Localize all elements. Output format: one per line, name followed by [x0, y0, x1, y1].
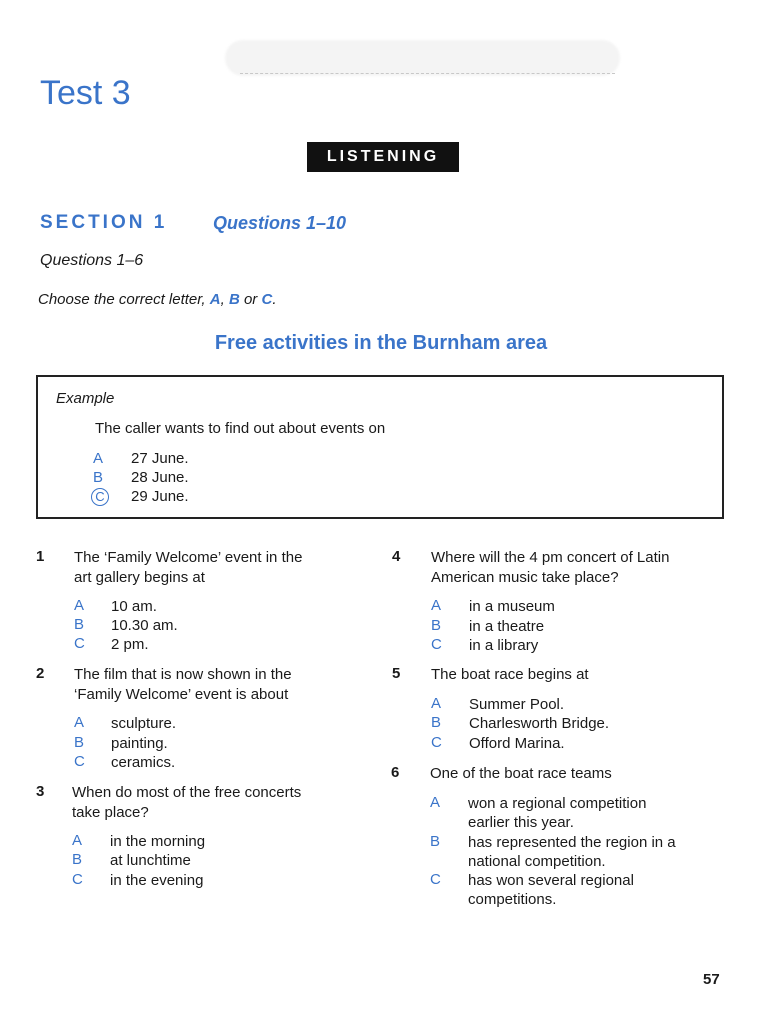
- question-number: 1: [36, 548, 45, 565]
- option-text: [468, 871, 634, 909]
- option-letter: C: [430, 871, 441, 888]
- option-text-line: won a regional competition: [468, 795, 647, 812]
- question-stem: [430, 764, 612, 784]
- option-letter: B: [74, 734, 85, 751]
- option-letter: A: [72, 832, 83, 849]
- activities-heading: Free activities in the Burnham area: [214, 332, 548, 354]
- option-letter: C: [431, 636, 442, 653]
- option-text: 2 pm.: [111, 636, 149, 653]
- option-text-line: earlier this year.: [468, 814, 574, 831]
- option-letter: B: [431, 617, 442, 634]
- erased-header-line: [240, 73, 615, 74]
- option-text: 10 am.: [111, 598, 157, 615]
- example-label: Example: [56, 390, 115, 407]
- question-stem: [72, 783, 301, 822]
- erased-header-area: [225, 40, 620, 76]
- instruction-end: .: [272, 291, 277, 308]
- instruction-text: Choose the correct letter,: [38, 291, 210, 308]
- option-text-line: has won several regional: [468, 872, 634, 889]
- page-number: 57: [703, 971, 720, 988]
- option-text-line: has represented the region in a: [468, 834, 676, 851]
- instruction: [38, 291, 277, 308]
- question-stem-line: American music take place?: [431, 568, 619, 586]
- question-number: 3: [36, 783, 45, 800]
- question-stem: [74, 548, 302, 587]
- instruction-letter-c: C: [261, 291, 273, 308]
- option-text: at lunchtime: [110, 852, 191, 869]
- option-letter: A: [74, 597, 85, 614]
- question-stem-line: The ‘Family Welcome’ event in the: [74, 549, 303, 566]
- option-letter: B: [74, 616, 85, 633]
- option-text: sculpture.: [111, 715, 177, 732]
- option-text: [468, 794, 646, 832]
- option-letter: B: [72, 851, 83, 868]
- question-stem: [431, 548, 669, 587]
- instruction-sep2: or: [239, 291, 262, 308]
- option-letter: A: [431, 695, 442, 712]
- option-text: painting.: [111, 735, 168, 752]
- instruction-sep1: ,: [220, 291, 229, 308]
- option-letter: C: [74, 753, 85, 770]
- option-text: 10.30 am.: [111, 617, 178, 634]
- option-text: Offord Marina.: [469, 735, 565, 752]
- option-text: in a museum: [469, 598, 555, 615]
- instruction-letter-b: B: [228, 291, 240, 308]
- questions-range: Questions 1–6: [40, 252, 144, 269]
- option-text: ceramics.: [111, 754, 176, 771]
- question-stem: [74, 665, 292, 704]
- question-number: 4: [392, 548, 401, 565]
- option-letter: C: [431, 734, 442, 751]
- example-option-text: 27 June.: [131, 450, 189, 467]
- question-stem-line: One of the boat race teams: [430, 765, 612, 782]
- question-stem-line: The film that is now shown in the: [74, 666, 292, 683]
- option-letter: B: [431, 714, 442, 731]
- example-option-text: 28 June.: [131, 469, 189, 486]
- test-title: Test 3: [40, 74, 131, 112]
- example-option-letter: B: [93, 469, 104, 486]
- option-text-line: competitions.: [468, 891, 557, 908]
- question-stem-line: ‘Family Welcome’ event is about: [74, 685, 289, 703]
- option-text: Summer Pool.: [469, 696, 565, 713]
- question-stem-line: take place?: [72, 803, 149, 821]
- section-label: SECTION 1: [40, 212, 168, 233]
- question-number: 5: [392, 665, 401, 682]
- instruction-letter-a: A: [209, 291, 221, 308]
- option-text-line: national competition.: [468, 853, 606, 870]
- question-number: 6: [391, 764, 400, 781]
- option-text: in a theatre: [469, 618, 545, 635]
- listening-badge: LISTENING: [307, 142, 459, 172]
- question-number: 2: [36, 665, 45, 682]
- option-letter: A: [430, 794, 441, 811]
- question-stem-line: Where will the 4 pm concert of Latin: [431, 549, 670, 566]
- example-option-letter-circled: [93, 488, 113, 506]
- option-letter: C: [72, 871, 83, 888]
- option-letter: A: [74, 714, 85, 731]
- option-letter: C: [74, 635, 85, 652]
- question-stem: [431, 665, 589, 685]
- circled-answer: C: [91, 488, 109, 506]
- option-text: in the evening: [110, 872, 204, 889]
- question-stem-line: art gallery begins at: [74, 568, 205, 586]
- question-stem-line: The boat race begins at: [431, 666, 589, 683]
- option-text: in a library: [469, 637, 539, 654]
- section-questions: Questions 1–10: [213, 213, 347, 233]
- option-letter: A: [431, 597, 442, 614]
- option-text: Charlesworth Bridge.: [469, 715, 610, 732]
- option-text: in the morning: [110, 833, 206, 850]
- option-letter: B: [430, 833, 441, 850]
- example-option-text: 29 June.: [131, 488, 189, 505]
- option-text: [468, 833, 676, 871]
- example-stem: The caller wants to find out about events on: [95, 420, 386, 437]
- example-option-letter: A: [93, 450, 104, 467]
- question-stem-line: When do most of the free concerts: [72, 784, 302, 801]
